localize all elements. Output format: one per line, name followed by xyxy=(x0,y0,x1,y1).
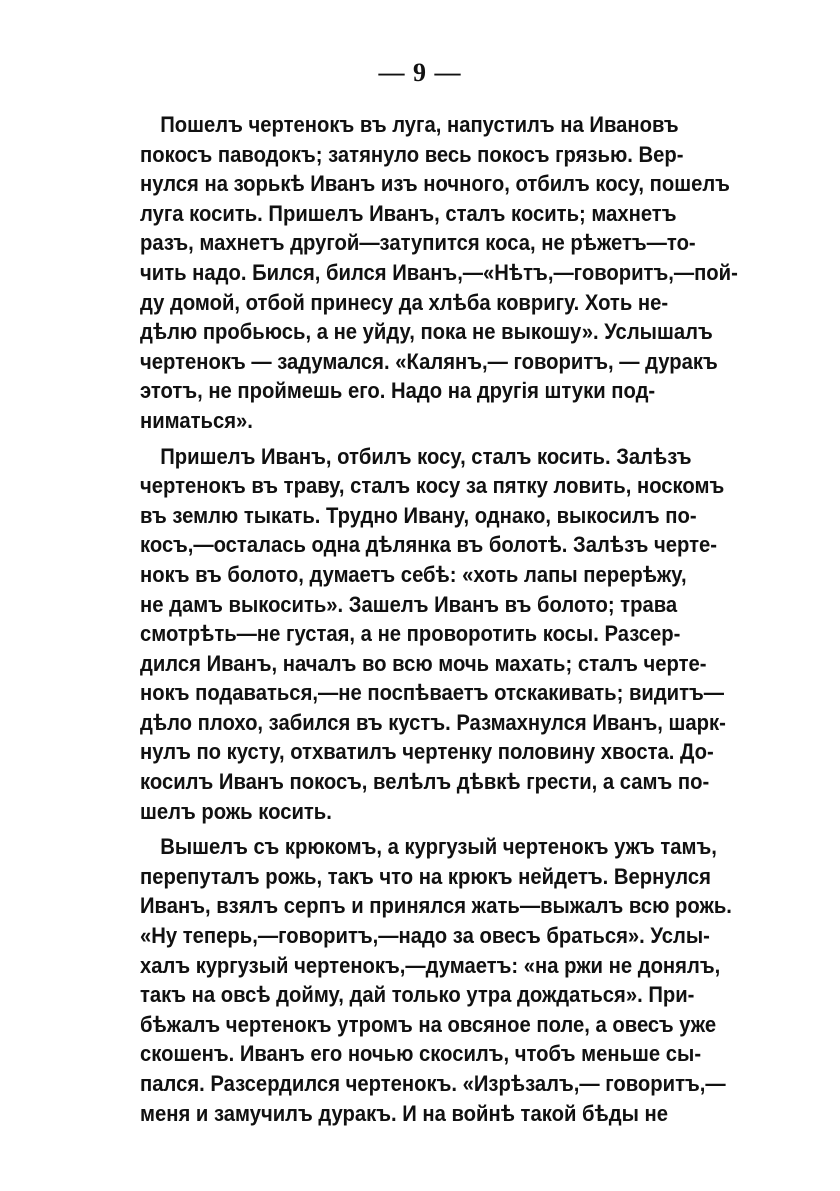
text-line: чертенокъ — задумался. «Калянъ,— говоритъ, — дуракъ xyxy=(140,348,718,374)
text-line: дѣло плохо, забился въ кустъ. Размахнулся Иванъ, шарк- xyxy=(140,709,726,735)
body-text xyxy=(140,110,738,1134)
text-line: въ землю тыкать. Трудно Ивану, однако, выкосилъ по- xyxy=(140,502,697,528)
text-line: чить надо. Бился, бился Иванъ,—«Нѣтъ,—говоритъ,—пой- xyxy=(140,259,738,285)
text-line: скошенъ. Иванъ его ночью скосилъ, чтобъ меньше сы- xyxy=(140,1041,702,1067)
text-line: дѣлю пробьюсь, а не уйду, пока не выкошу». Услышалъ xyxy=(140,319,713,345)
text-line: ду домой, отбой принесу да хлѣба ковригу. Хоть не- xyxy=(140,289,669,315)
text-line: перепуталъ рожь, такъ что на крюкъ нейдетъ. Вернулся xyxy=(140,863,711,889)
text-line: нокъ въ болото, думаетъ себѣ: «хоть лапы перерѣжу, xyxy=(140,561,687,587)
paragraph-3 xyxy=(140,832,732,1128)
text-line: нулъ по кусту, отхватилъ чертенку половину хвоста. До- xyxy=(140,739,714,765)
text-line: Пришелъ Иванъ, отбилъ косу, сталъ косить. Залѣзъ xyxy=(160,443,692,469)
text-line: халъ кургузый чертенокъ,—думаетъ: «на ржи не донялъ, xyxy=(140,952,721,978)
text-line: луга косить. Пришелъ Иванъ, сталъ косить; махнетъ xyxy=(140,200,677,226)
text-line: ниматься». xyxy=(140,407,253,433)
text-line: покосъ паводокъ; затянуло весь покосъ грязью. Вер- xyxy=(140,141,684,167)
text-line: Вышелъ съ крюкомъ, а кургузый чертенокъ ужъ тамъ, xyxy=(160,834,717,860)
paragraph-2 xyxy=(140,442,726,827)
text-line: чертенокъ въ траву, сталъ косу за пятку ловить, носкомъ xyxy=(140,473,725,499)
text-line: смотрѣть—не густая, а не проворотить косы. Разсер- xyxy=(140,621,681,647)
text-line: такъ на овсѣ дойму, дай только утра дождаться». При- xyxy=(140,982,695,1008)
text-line: Пошелъ чертенокъ въ луга, напустилъ на Ивановъ xyxy=(160,112,679,137)
text-line: шелъ рожь косить. xyxy=(140,798,332,824)
text-line: бѣжалъ чертенокъ утромъ на овсяное поле, а овесъ уже xyxy=(140,1011,717,1037)
text-line: этотъ, не проймешь его. Надо на другія штуки под- xyxy=(140,378,656,404)
text-line: не дамъ выкосить». Зашелъ Иванъ въ болото; трава xyxy=(140,591,678,617)
text-line: разъ, махнетъ другой—затупится коса, не рѣжетъ—то- xyxy=(140,230,696,256)
text-line: нулся на зорькѣ Иванъ изъ ночного, отбилъ косу, пошелъ xyxy=(140,171,730,197)
text-line: пался. Разсердился чертенокъ. «Изрѣзалъ,— говоритъ,— xyxy=(140,1071,726,1096)
text-line: косилъ Иванъ покосъ, велѣлъ дѣвкѣ грести, а самъ по- xyxy=(140,769,710,795)
text-line: Иванъ, взялъ серпъ и принялся жать—выжалъ всю рожь. xyxy=(140,893,732,919)
text-line: нокъ подаваться,—не поспѣваетъ отскакивать; видитъ— xyxy=(140,680,725,706)
text-line: «Ну теперь,—говоритъ,—надо за овесъ браться». Услы- xyxy=(140,923,710,949)
page-number: — 9 — xyxy=(378,58,462,87)
paragraph-1 xyxy=(140,110,738,436)
text-line: меня и замучилъ дуракъ. И на войнѣ такой бѣды не xyxy=(140,1100,668,1126)
text-line: косъ,—осталась одна дѣлянка въ болотѣ. Залѣзъ черте- xyxy=(140,532,718,558)
text-line: дился Иванъ, началъ во всю мочь махать; сталъ черте- xyxy=(140,650,707,676)
